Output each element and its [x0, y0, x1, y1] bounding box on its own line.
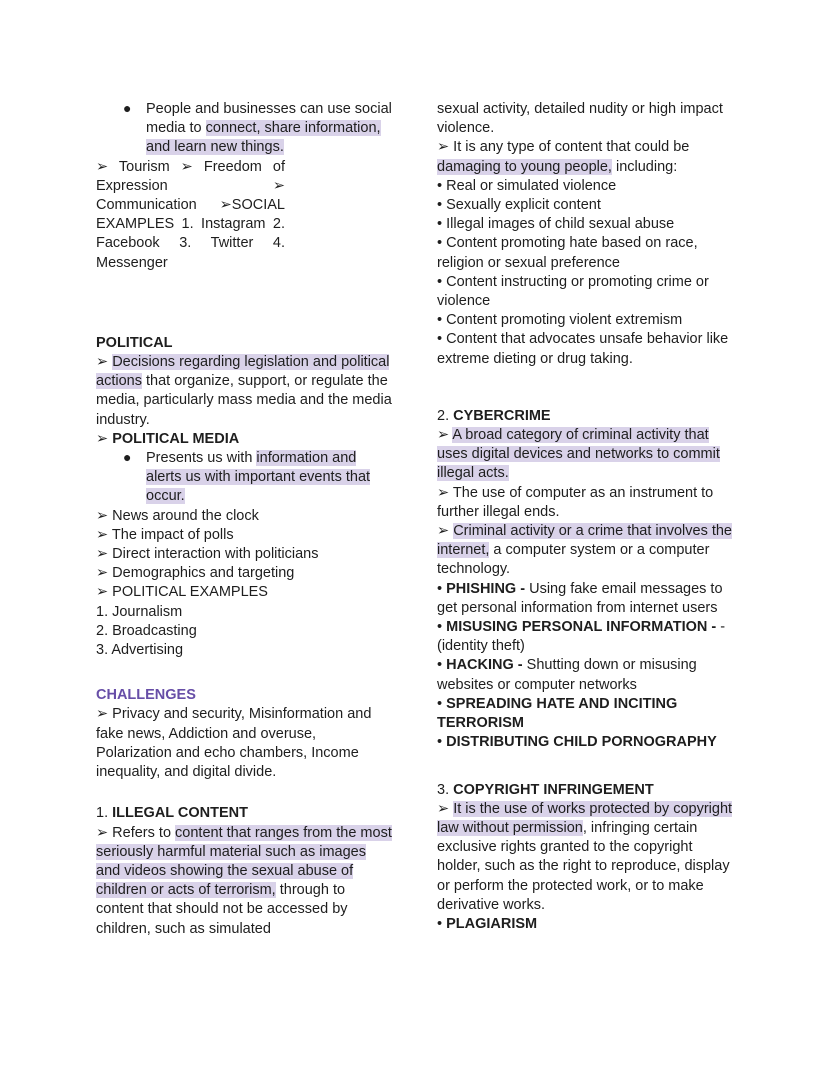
- text-run: • Real or simulated violence: [437, 177, 617, 194]
- text-run: ➢: [437, 800, 454, 817]
- damaging-content-definition: [437, 138, 738, 176]
- text-run: 2. Broadcasting: [96, 622, 197, 639]
- political-media-heading: [96, 430, 392, 449]
- text-run: PHISHING -: [446, 580, 530, 597]
- text-run: A broad category of criminal activity that uses digital devices and networks to commit illegal acts.: [437, 427, 720, 482]
- text-run: People and businesses can use social media to: [146, 101, 392, 137]
- challenges-heading: [96, 686, 392, 705]
- text-run: , infringing certain exclusive rights granted to the copyright holder, such as the right to reproduce, display or perform the protected work, or to make derivative works.: [437, 819, 730, 913]
- text-run: ➢: [96, 354, 113, 371]
- text-run: connect, share information, and learn new things.: [146, 120, 381, 156]
- text-run: • Sexually explicit content: [437, 197, 601, 214]
- illegal-content-definition: [96, 824, 392, 939]
- text-run: POLITICAL MEDIA: [112, 430, 240, 447]
- text-run: •: [437, 580, 447, 597]
- text-run: ➢ The impact of polls: [96, 526, 234, 543]
- cybercrime-definition-3: [437, 522, 738, 580]
- political-definition: [96, 353, 392, 430]
- text-run: ➢ Refers to: [96, 824, 176, 841]
- item-unsafe-behavior: [437, 330, 738, 368]
- text-run: CYBERCRIME: [453, 407, 551, 424]
- text-run: • Content that advocates unsafe behavior like extreme dieting or drug taking.: [437, 331, 729, 367]
- text-run: It is the use of works protected by copyright law without permission: [437, 800, 733, 836]
- text-run: Shutting down or misusing websites or computer networks: [437, 657, 697, 693]
- item-misusing-info: [437, 618, 738, 656]
- social-examples-paragraph: [96, 158, 285, 273]
- text-run: - (identity theft): [437, 619, 726, 655]
- item-hacking: [437, 656, 738, 694]
- cybercrime-definition-1: [437, 426, 738, 484]
- item-hate-content: [437, 234, 738, 272]
- text-run: • Illegal images of child sexual abuse: [437, 216, 675, 233]
- text-run: through to content that should not be accessed by children, such as simulated: [96, 882, 348, 937]
- illegal-content-heading: [96, 804, 392, 823]
- text-run: PLAGIARISM: [446, 915, 538, 932]
- item-crime-content: [437, 273, 738, 311]
- challenges-list: [96, 705, 392, 782]
- text-run: ➢ POLITICAL EXAMPLES: [96, 584, 268, 601]
- text-run: Presents us with: [146, 450, 257, 467]
- text-run: CHALLENGES: [96, 687, 196, 704]
- item-spreading-hate: [437, 695, 738, 733]
- text-run: that organize, support, or regulate the media, particularly mass media and the media industry.: [96, 373, 392, 428]
- text-run: information and alerts us with important events that occur.: [146, 450, 371, 505]
- text-run: •: [437, 619, 447, 636]
- text-run: ➢: [437, 523, 454, 540]
- bullet-icon: ●: [123, 100, 132, 116]
- text-run: damaging to young people,: [437, 158, 612, 175]
- text-run: •: [437, 734, 447, 751]
- list-item-demographics: [96, 564, 392, 583]
- text-run: 1.: [96, 805, 113, 822]
- text-run: 1. Journalism: [96, 603, 183, 620]
- text-run: • Content promoting hate based on race, religion or sexual preference: [437, 235, 698, 271]
- text-run: MISUSING PERSONAL INFORMATION -: [446, 619, 717, 636]
- text-run: sexual activity, detailed nudity or high impact violence.: [437, 101, 723, 137]
- item-sexually-explicit: [437, 196, 738, 215]
- text-run: ➢ News around the clock: [96, 507, 259, 524]
- text-run: 3.: [437, 781, 454, 798]
- social-media-bullet: [96, 100, 392, 158]
- text-run: SPREADING HATE AND INCITING TERRORISM: [437, 695, 678, 732]
- list-item-polls: [96, 526, 392, 545]
- text-run: ➢ Demographics and targeting: [96, 565, 295, 582]
- text-run: ➢ Privacy and security, Misinformation and fake news, Addiction and overuse, Polarization and echo chambers, Income inequality, and digital divide.: [96, 706, 372, 781]
- text-run: ➢: [96, 430, 113, 447]
- text-run: •: [437, 695, 447, 712]
- text-run: • Content instructing or promoting crime or violence: [437, 273, 709, 310]
- text-run: HACKING -: [446, 657, 527, 674]
- text-run: including:: [611, 158, 678, 175]
- text-run: DISTRIBUTING CHILD PORNOGRAPHY: [446, 734, 717, 751]
- example-broadcasting: [96, 622, 392, 641]
- item-plagiarism: [437, 915, 738, 934]
- political-examples-heading: [96, 583, 392, 602]
- example-journalism: [96, 603, 392, 622]
- political-media-bullet: [96, 449, 392, 507]
- item-phishing: [437, 580, 738, 618]
- text-run: Criminal activity or a crime that involves the internet,: [437, 523, 733, 559]
- left-column: [96, 100, 392, 939]
- text-run: • Content promoting violent extremism: [437, 312, 683, 329]
- text-run: ILLEGAL CONTENT: [112, 805, 248, 822]
- text-run: content that ranges from the most seriously harmful material such as images and videos showing the sexual abuse of children or acts of terrorism,: [96, 824, 392, 899]
- right-column: [437, 100, 738, 934]
- bullet-icon: ●: [123, 449, 132, 466]
- text-run: COPYRIGHT INFRINGEMENT: [453, 781, 654, 798]
- political-heading: [96, 334, 392, 353]
- copyright-heading: [437, 781, 738, 800]
- text-run: POLITICAL: [96, 334, 173, 351]
- text-run: a computer system or a computer technology.: [437, 542, 710, 578]
- text-run: 2.: [437, 407, 454, 424]
- cybercrime-heading: [437, 407, 738, 426]
- list-item-news: [96, 507, 392, 526]
- item-real-violence: [437, 177, 738, 196]
- example-advertising: [96, 641, 392, 660]
- text-run: ➢: [437, 427, 453, 444]
- item-extremism: [437, 311, 738, 330]
- text-run: Decisions regarding legislation and political actions: [96, 354, 390, 390]
- text-run: ➢ It is any type of content that could be: [437, 139, 690, 156]
- copyright-definition: [437, 800, 738, 915]
- item-child-pornography: [437, 733, 738, 752]
- text-run: •: [437, 657, 447, 674]
- text-run: ➢ Tourism ➢ Freedom of Expression ➢ Communication ➢SOCIAL EXAMPLES 1. Instagram 2. Facebook 3. Twitter 4. Messenger: [96, 158, 285, 271]
- list-item-politicians: [96, 545, 392, 564]
- text-run: ➢ The use of computer as an instrument to further illegal ends.: [437, 484, 714, 520]
- text-run: 3. Advertising: [96, 642, 184, 659]
- item-illegal-images: [437, 215, 738, 234]
- illegal-content-continued: [437, 100, 738, 138]
- cybercrime-definition-2: [437, 484, 738, 522]
- text-run: ➢ Direct interaction with politicians: [96, 546, 319, 563]
- text-run: •: [437, 915, 447, 932]
- text-run: Using fake email messages to get personal information from internet users: [437, 580, 723, 616]
